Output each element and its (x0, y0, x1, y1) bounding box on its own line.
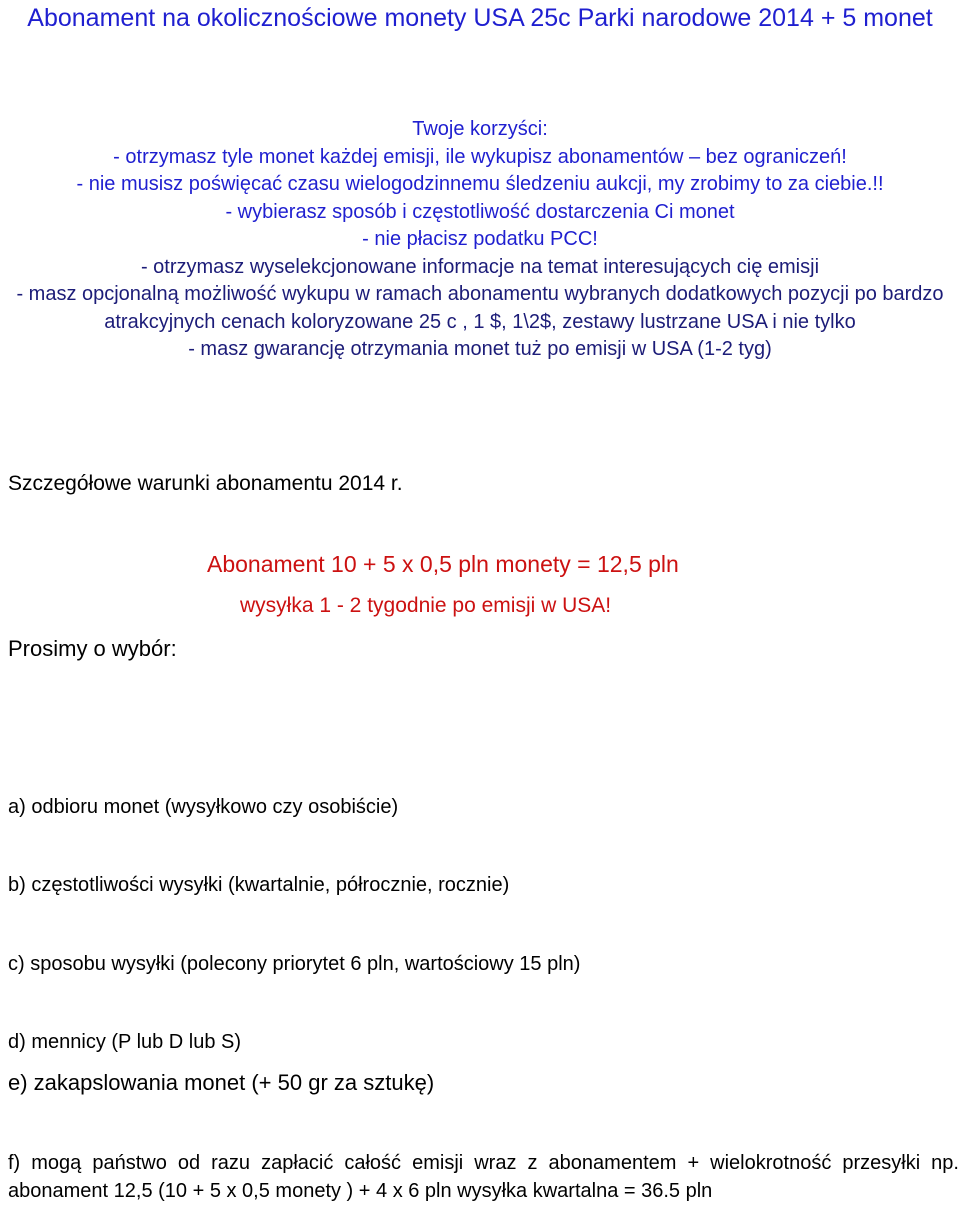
benefit-item: - otrzymasz tyle monet każdej emisji, ile wykupisz abonamentów – bez ograniczeń! (113, 145, 847, 168)
option-f: f) mogą państwo od razu zapłacić całość emisji wraz z abonamentem + wielokrotność przesyłki np. abonament 12,5 (10 + 5 x 0,5 monety ) + 4 x 6 pln wysyłka kwartalna = 36.5 pln (8, 1152, 959, 1202)
page-title: Abonament na okolicznościowe monety USA 25c Parki narodowe 2014 + 5 monet (27, 4, 933, 32)
option-e: e) zakapslowania monet (+ 50 gr za sztukę) (8, 1070, 435, 1095)
choice-prompt: Prosimy o wybór: (8, 636, 177, 661)
offer-price: Abonament 10 + 5 x 0,5 pln monety = 12,5 pln (207, 551, 679, 577)
option-d: d) mennicy (P lub D lub S) (8, 1031, 242, 1053)
offer-shipping: wysyłka 1 - 2 tygodnie po emisji w USA! (240, 594, 612, 617)
benefit-item: - nie musisz poświęcać czasu wielogodzinnemu śledzeniu aukcji, my zrobimy to za ciebie.!! (76, 173, 884, 195)
benefits-section (0, 116, 960, 364)
benefits-heading: Twoje korzyści: (412, 118, 548, 140)
option-c: c) sposobu wysyłki (polecony priorytet 6 pln, wartościowy 15 pln) (8, 953, 581, 975)
benefit-item: - masz opcjonalną możliwość wykupu w ramach abonamentu wybranych dodatkowych pozycji po bardzo atrakcyjnych cenach koloryzowane 25 c , 1 $, 1\2$, zestawy lustrzane USA i nie tylko (16, 283, 944, 333)
benefit-item: - wybierasz sposób i częstotliwość dostarczenia Ci monet (225, 200, 735, 223)
benefit-item: - masz gwarancję otrzymania monet tuż po emisji w USA (1-2 tyg) (188, 338, 772, 360)
option-b: b) częstotliwości wysyłki (kwartalnie, półrocznie, rocznie) (8, 874, 510, 896)
terms-heading: Szczegółowe warunki abonamentu 2014 r. (8, 472, 403, 495)
benefit-item: - otrzymasz wyselekcjonowane informacje na temat interesujących cię emisji (140, 255, 820, 278)
option-a: a) odbioru monet (wysyłkowo czy osobiście) (8, 796, 399, 818)
benefit-item: - nie płacisz podatku PCC! (362, 228, 598, 250)
